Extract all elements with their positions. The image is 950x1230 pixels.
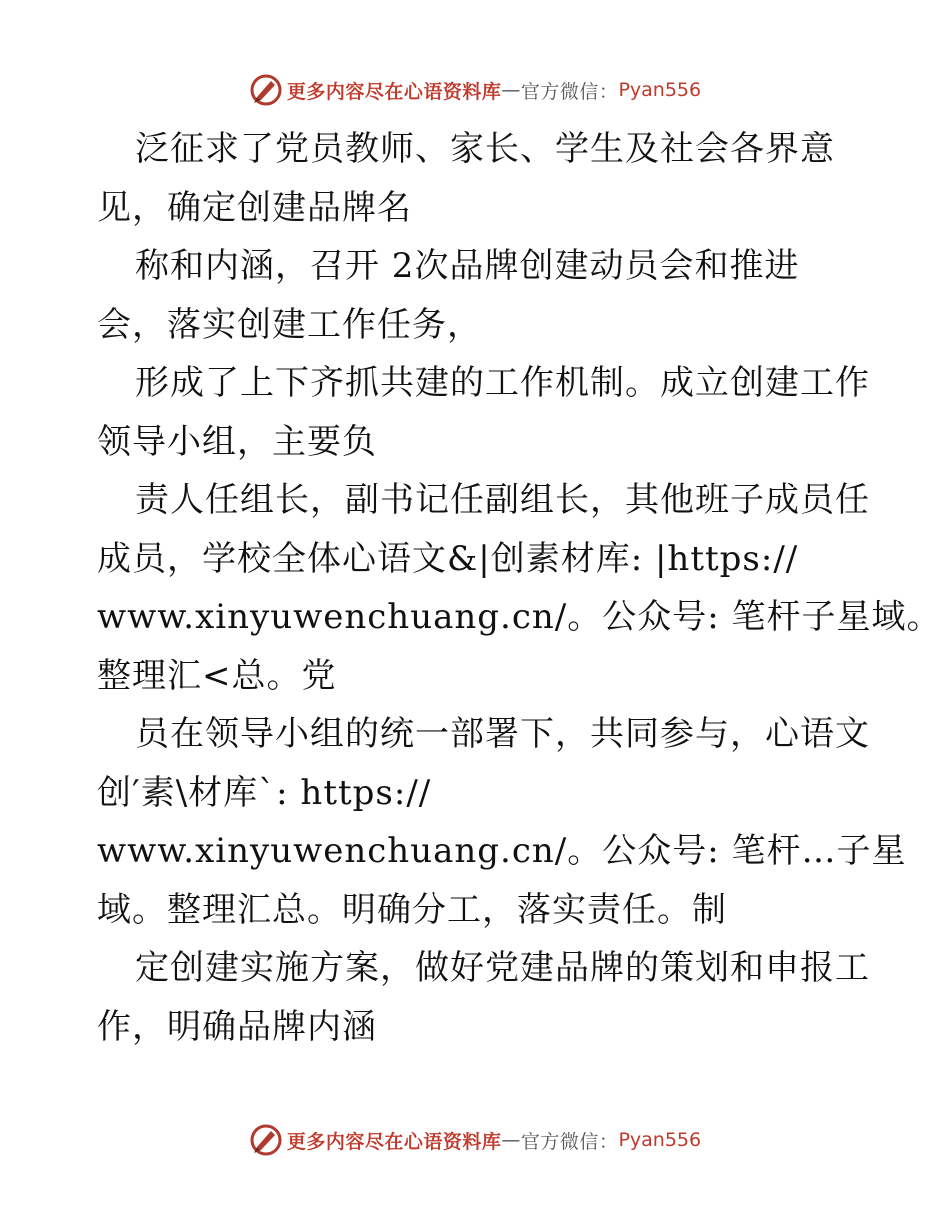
body-line: 形成了上下齐抓共建的工作机制。成立创建工作 — [135, 363, 870, 403]
header-wechat-id: Pyan556 — [618, 79, 702, 101]
body-line: 见，确定创建品牌名 — [97, 187, 412, 228]
body-line: 创′素\材库`: https:// — [97, 772, 432, 813]
header-banner — [0, 70, 950, 110]
header-wechat-label: 官方微信： — [520, 80, 619, 103]
body-line: 称和内涵，召开 2次品牌创建动员会和推进 — [135, 246, 800, 286]
body-line: 作，明确品牌内涵 — [97, 1006, 377, 1047]
footer-wechat-id: Pyan556 — [618, 1129, 702, 1151]
body-line: 定创建实施方案，做好党建品牌的策划和申报工 — [135, 948, 870, 988]
brush-pen-seal-icon — [249, 1123, 283, 1157]
body-line: 域。整理汇总。明确分工，落实责任。制 — [97, 889, 727, 930]
body-line: www.xinyuwenchuang.cn/。公众号: 笔杆…子星 — [97, 831, 907, 871]
body-line: www.xinyuwenchuang.cn/。公众号: 笔杆子星域。 — [97, 597, 942, 637]
body-line: 领导小组，主要负 — [97, 421, 377, 462]
header-separator: — — [501, 79, 521, 101]
header-site-name: 更多内容尽在心语资料库 — [286, 80, 502, 103]
body-line: 会，落实创建工作任务， — [97, 304, 482, 345]
footer-wechat-label: 官方微信： — [520, 1130, 619, 1153]
body-line: 整理汇<总。党 — [97, 655, 337, 696]
footer-site-name: 更多内容尽在心语资料库 — [286, 1130, 502, 1153]
footer-separator: — — [501, 1129, 521, 1151]
document-body — [97, 120, 942, 1056]
body-line: 员在领导小组的统一部署下，共同参与，心语文 — [135, 714, 870, 754]
brush-pen-seal-icon — [249, 73, 283, 107]
body-line: 泛征求了党员教师、家长、学生及社会各界意 — [135, 129, 835, 169]
body-line: 责人任组长，副书记任副组长，其他班子成员任 — [135, 480, 870, 520]
body-line: 成员，学校全体心语文&|创素材库: |https:// — [97, 538, 799, 579]
footer-banner — [0, 1120, 950, 1160]
